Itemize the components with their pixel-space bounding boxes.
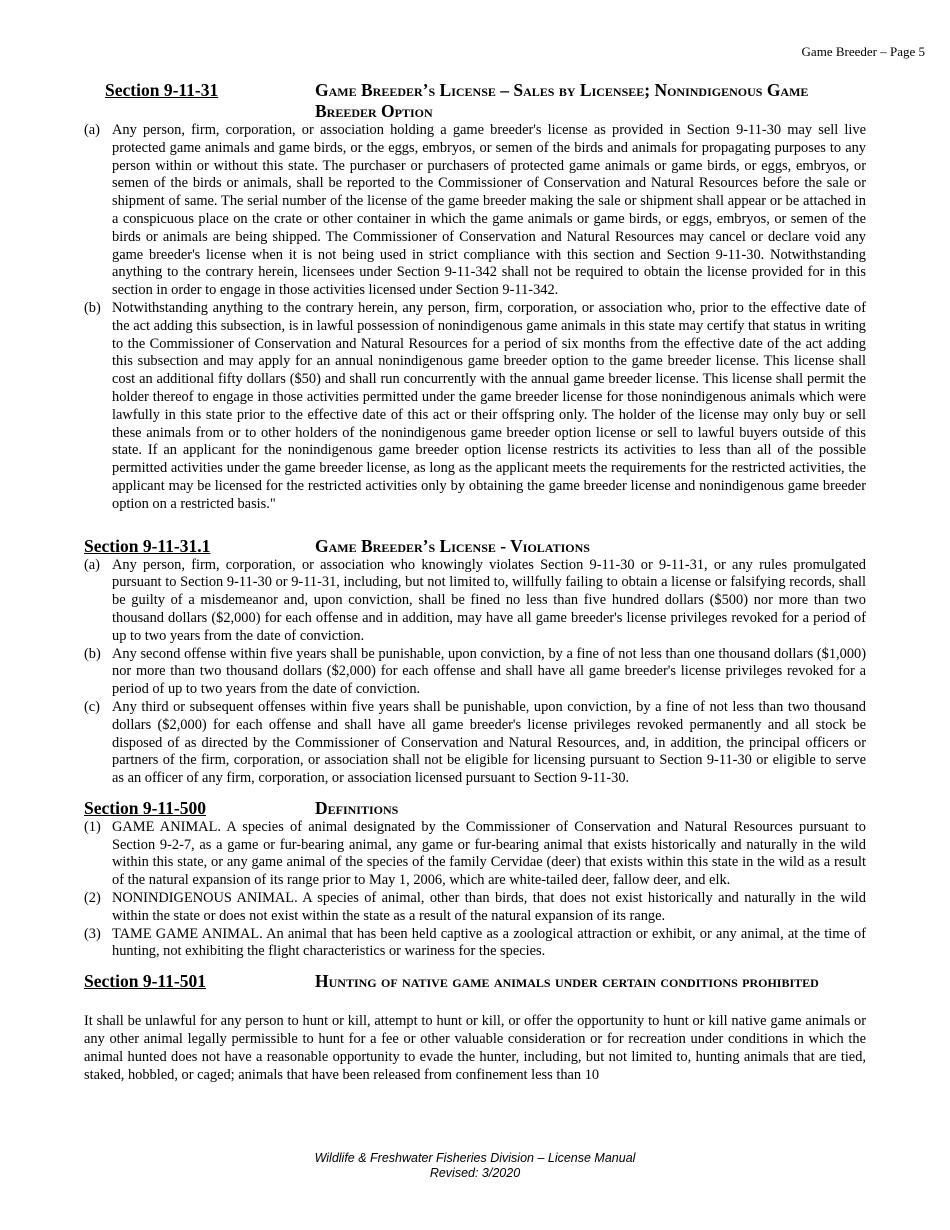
paragraph-text: TAME GAME ANIMAL. An animal that has been held captive as a zoological attraction or exhibit, or any animal, at the time of hunting, not exhibiting the flight characteristics or wariness for the species. [112,925,866,960]
paragraph [84,300,866,514]
section-number: Section 9-11-501 [84,971,207,992]
paragraph [84,819,866,890]
section-title: Game Breeder’s License - Violations [315,535,590,556]
section-number: Section 9-11-500 [84,797,207,818]
paragraph-text: Any third or subsequent offenses within five years shall be punishable, upon conviction, by a fine of not less than two thousand dollars ($2,000) for each offense and shall have all game breeder's license privileges revoked permanently and all stock be disposed of as directed by the Commissioner of Conservation and Natural Resources, and, in addition, the principal officers or partners of the firm, corporation, or association shall not be eligible for licensing pursuant to Section 9-11-30 or eligible to serve as an officer of any firm, corporation, or association licensed pursuant to Section 9-11-30. [112,698,866,787]
paragraph-text: Any person, firm, corporation, or association holding a game breeder's license as provided in Section 9-11-30 may sell live protected game animals and game birds, or the eggs, embryos, or semen of the birds and animals for propagating purposes to any person within or without this state. The purchaser or purchasers of protected game animals or game birds, or eggs, embryos, or semen of the birds or animals, shall be reported to the Commissioner of Conservation and Natural Resources before the sale or shipment of same. The serial number of the license of the game breeder making the sale or shipment shall appear or be attached in a conspicuous place on the crate or other container in which the game animals or game birds, or eggs, embryos, or semen of the birds or animals are being shipped. The Commissioner of Conservation and Natural Resources may cancel or declare void any game breeder's license when it is not being used in strict compliance with this section and Section 9-11-30. Notwithstanding anything to the contrary herein, licensees under Section 9-11-342 shall not be required to obtain the license provided for in this section in order to engage in those activities licensed under Section 9-11-342. [112,122,866,299]
section-heading [84,798,866,819]
paragraph [84,646,866,699]
paragraph-text: Notwithstanding anything to the contrary herein, any person, firm, corporation, or association who, prior to the effective date of the act adding this subsection, is in lawful possession of nonindigenous game animals in this state may certify that status in writing to the Commissioner of Conservation and Natural Resources for a period of six months from the effective date of the act adding this subsection and may apply for an annual nonindigenous game breeder option to the game breeder license. This license shall cost an additional fifty dollars ($50) and shall run concurrently with the annual game breeder license. This license shall permit the holder thereof to engage in those activities permitted under the game breeder license for those nonindigenous animals which were lawfully in this state prior to the effective date of this act or their offspring only. The holder of the license may only buy or sell these animals from or to other holders of the nonindigenous game breeder option license or sell to lawful buyers outside of this state. If an applicant for the nonindigenous game breeder option license restricts its activities to less than all of the possible permitted activities under the game breeder license, as long as the applicant meets the requirements for the restricted activities, the applicant may be licensed for the restricted activities only by obtaining the game breeder license and nonindigenous game breeder option on a restricted basis." [112,299,866,512]
section-heading [84,971,866,1013]
paragraph-label: (a) [84,556,100,573]
section-title: Game Breeder’s License – Sales by Licensee; Nonindigenous Game Breeder Option [315,80,809,121]
section-number: Section 9-11-31.1 [84,535,211,556]
paragraph-label: (b) [84,645,101,662]
section-title: Hunting of native game animals under certain conditions prohibited [315,971,819,992]
paragraph-label: (1) [84,818,101,835]
section-body: It shall be unlawful for any person to hunt or kill, attempt to hunt or kill, or offer the opportunity to hunt or kill native game animals or any other animal legally permissible to hunt for a fee or other valuable consideration or for recreation under conditions in which the animal hunted does not have a reasonable opportunity to evade the hunter, including, but not limited to, hunting animals that are tied, staked, hobbled, or caged; animals that have been released from confinement less than 10 [84,1013,866,1083]
paragraph [84,557,866,646]
paragraph-text: Any second offense within five years shall be punishable, upon conviction, by a fine of not less than one thousand dollars ($1,000) nor more than two thousand dollars ($2,000) for each offense and shall have all game breeder's license privileges revoked for a period of up to two years from the date of conviction. [112,645,866,698]
footer-revised: Revised: 3/2020 [429,1166,521,1180]
paragraph-text: GAME ANIMAL. A species of animal designated by the Commissioner of Conservation and Natural Resources pursuant to Section 9-2-7, as a game or fur-bearing animal, any game or fur-bearing animal that exists historically and naturally in the wild within this state, or any game animal of the species of the family Cervidae (deer) that exists within this state in the wild as a result of the natural expansion of its range prior to May 1, 2006, which are white-tailed deer, fallow deer, and elk. [112,818,866,889]
section-title: Definitions [315,797,399,818]
section-number: Section 9-11-31 [105,80,219,100]
paragraph [84,699,866,788]
document-body [84,80,866,1084]
paragraph [84,926,866,962]
page-label: Game Breeder – Page 5 [801,44,925,59]
section-heading [105,80,866,122]
paragraph-label: (b) [84,299,101,316]
paragraph [84,890,866,926]
paragraph-label: (3) [84,925,101,942]
paragraph-label: (c) [84,698,100,715]
footer-title: Wildlife & Freshwater Fisheries Division – License Manual [314,1151,636,1165]
paragraph-text: NONINDIGENOUS ANIMAL. A species of animal, other than birds, that does not exist historically and naturally in the wild within the state or does not exist within the state as a result of the natural expansion of its range. [112,890,866,924]
paragraph-label: (a) [84,122,100,138]
section-heading [84,536,866,557]
paragraph [84,122,866,300]
footer [0,1151,950,1181]
paragraph-text: Any person, firm, corporation, or association who knowingly violates Section 9-11-30 or 9-11-31, or any rules promulgated pursuant to Section 9-11-30 or 9-11-31, including, but not limited to, willfully failing to obtain a license or falsifying records, shall be guilty of a misdemeanor and, upon conviction, shall be fined no less than five hundred dollars ($500) nor more than two thousand dollars ($2,000) for each offense and in addition, may have all game breeder's license privileges revoked for a period of up to two years from the date of conviction. [112,556,866,644]
paragraph-label: (2) [84,890,101,907]
